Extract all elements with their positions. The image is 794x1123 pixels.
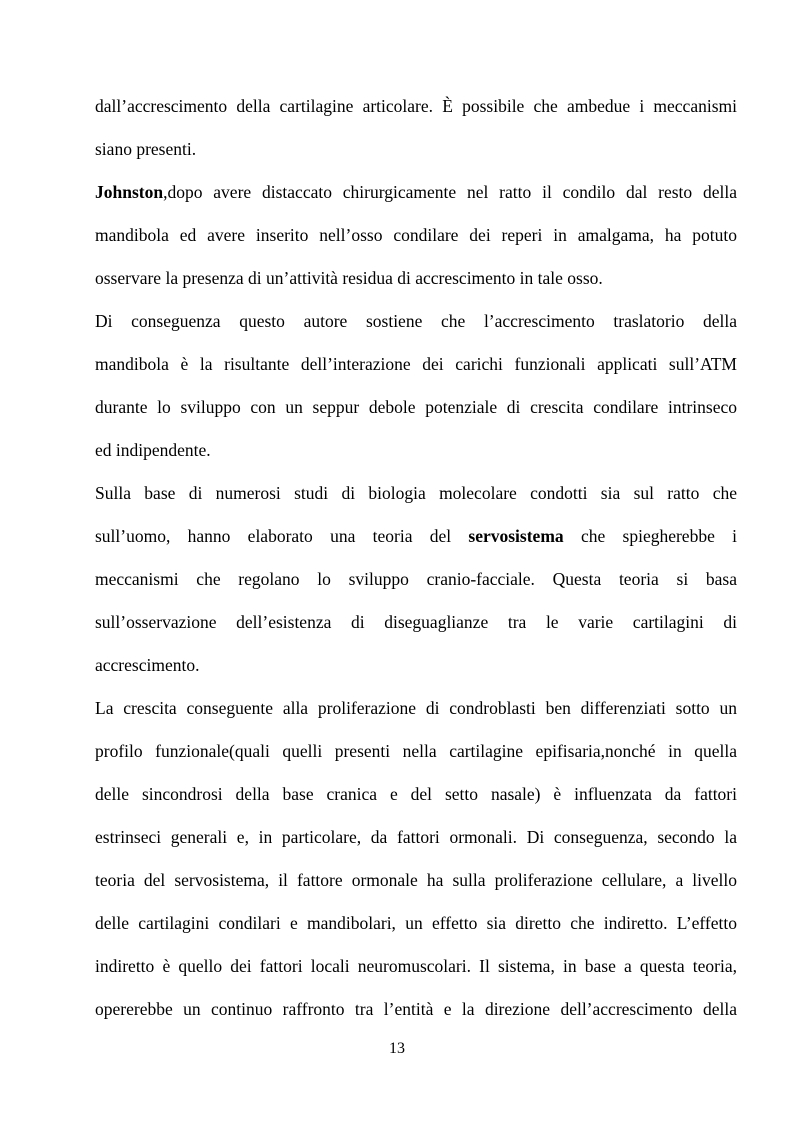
text-run: sull’uomo, hanno elaborato una teoria del [95, 526, 469, 546]
text-line: accrescimento. [95, 655, 200, 675]
text-line: La crescita conseguente alla proliferazione di condroblasti ben differenziati sotto un [95, 698, 737, 718]
text-line: meccanismi che regolano lo sviluppo cranio-facciale. Questa teoria si basa [95, 569, 737, 589]
text-line: mandibola è la risultante dell’interazione dei carichi funzionali applicati sull’ATM [95, 354, 737, 374]
text-line [95, 181, 737, 203]
text-line: dall’accrescimento della cartilagine articolare. È possibile che ambedue i meccanismi [95, 96, 737, 116]
text-line: ed indipendente. [95, 440, 211, 460]
text-line: mandibola ed avere inserito nell’osso condilare dei reperi in amalgama, ha potuto [95, 225, 737, 245]
text-line: opererebbe un continuo raffronto tra l’entità e la direzione dell’accrescimento della [95, 999, 737, 1019]
text-run: che spiegherebbe i [563, 526, 737, 546]
text-line: estrinseci generali e, in particolare, da fattori ormonali. Di conseguenza, secondo la [95, 827, 737, 847]
text-line: indiretto è quello dei fattori locali neuromuscolari. Il sistema, in base a questa teoria, [95, 956, 737, 976]
text-line: durante lo sviluppo con un seppur debole potenziale di crescita condilare intrinseco [95, 397, 737, 417]
text-line: Sulla base di numerosi studi di biologia molecolare condotti sia sul ratto che [95, 483, 737, 503]
text-line: profilo funzionale(quali quelli presenti nella cartilagine epifisaria,nonché in quella [95, 741, 737, 761]
text-run: ,dopo avere distaccato chirurgicamente nel ratto il condilo dal resto della [163, 182, 737, 202]
page-number: 13 [389, 1040, 405, 1057]
term-servosistema: servosistema [468, 526, 564, 546]
text-line: teoria del servosistema, il fattore ormonale ha sulla proliferazione cellulare, a livello [95, 870, 737, 890]
text-line: osservare la presenza di un’attività residua di accrescimento in tale osso. [95, 268, 603, 288]
text-line: siano presenti. [95, 139, 197, 159]
text-line: delle cartilagini condilari e mandibolari, un effetto sia diretto che indiretto. L’effetto [95, 913, 737, 933]
text-line: Di conseguenza questo autore sostiene che l’accrescimento traslatorio della [95, 311, 737, 331]
text-line: delle sincondrosi della base cranica e del setto nasale) è influenzata da fattori [95, 784, 737, 804]
text-line: sull’osservazione dell’esistenza di diseguaglianze tra le varie cartilagini di [95, 612, 737, 632]
text-line [95, 525, 737, 547]
author-name: Johnston [95, 182, 164, 202]
